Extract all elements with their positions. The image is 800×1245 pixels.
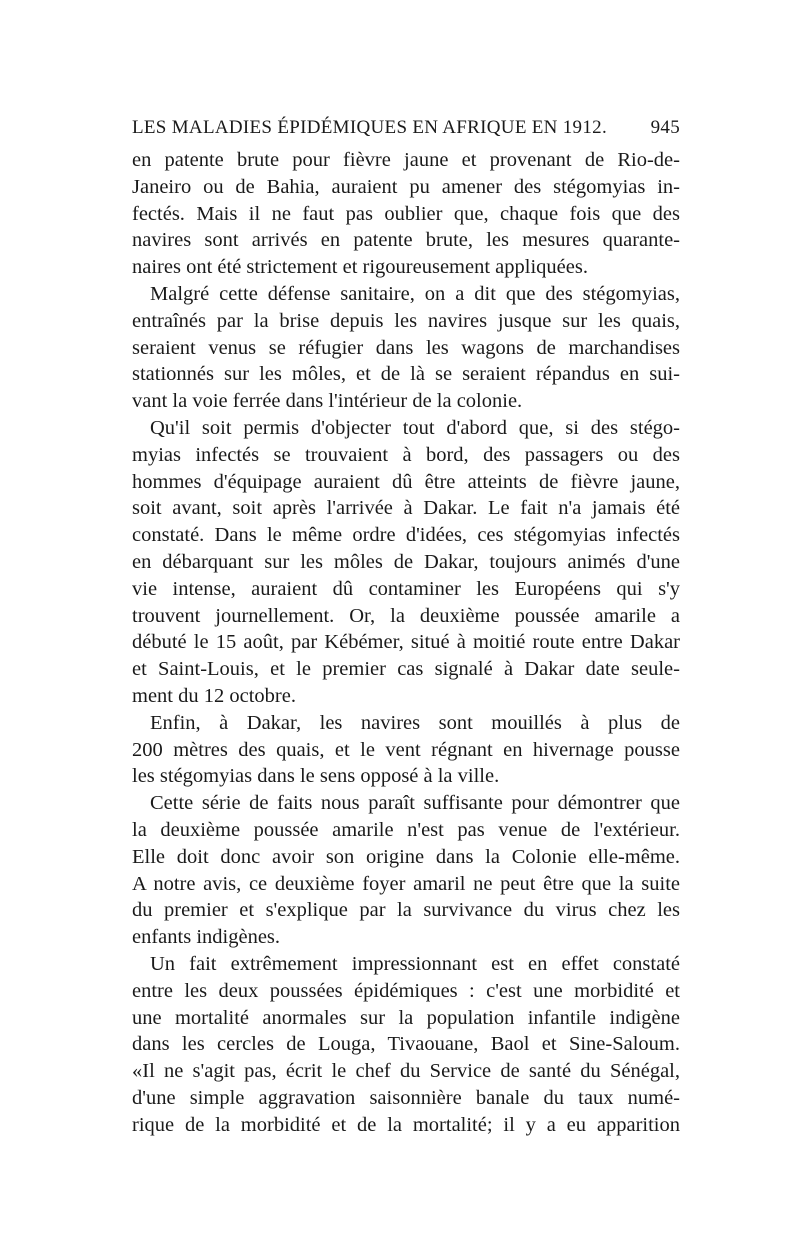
paragraph	[132, 147, 680, 281]
text-line: rique de la morbidité et de la mortalité; il y a eu apparition	[132, 1113, 680, 1136]
text-line: vie intense, auraient dû contaminer les Européens qui s'y	[132, 577, 680, 600]
text-line: fectés. Mais il ne faut pas oublier que, chaque fois que des	[132, 202, 680, 225]
paragraph	[132, 790, 680, 951]
text-line: stationnés sur les môles, et de là se seraient répandus en sui-	[132, 363, 680, 386]
text-line: d'une simple aggravation saisonnière banale du taux numé-	[132, 1086, 680, 1109]
text-line: soit avant, soit après l'arrivée à Dakar. Le fait n'a jamais été	[132, 497, 680, 520]
text-line: enfants indigènes.	[132, 926, 281, 949]
paragraph	[132, 710, 680, 790]
paragraph	[132, 281, 680, 415]
text-line: naires ont été strictement et rigoureusement appliquées.	[132, 256, 588, 279]
text-line: hommes d'équipage auraient dû être atteints de fièvre jaune,	[132, 470, 680, 493]
text-line: entraînés par la brise depuis les navires jusque sur les quais,	[132, 309, 680, 332]
text-line: seraient venus se réfugier dans les wagons de marchandises	[132, 336, 680, 359]
paragraph	[132, 951, 680, 1139]
paragraph	[132, 415, 680, 710]
text-line: Elle doit donc avoir son origine dans la Colonie elle-même.	[132, 845, 680, 868]
text-line: Janeiro ou de Bahia, auraient pu amener des stégomyias in-	[132, 175, 680, 198]
text-line: constaté. Dans le même ordre d'idées, ces stégomyias infectés	[132, 524, 680, 547]
page-number: 945	[650, 117, 680, 138]
text-line: débuté le 15 août, par Kébémer, situé à moitié route entre Dakar	[132, 631, 680, 654]
text-line: dans les cercles de Louga, Tivaouane, Baol et Sine-Saloum.	[132, 1033, 680, 1056]
text-line: la deuxième poussée amarile n'est pas venue de l'extérieur.	[132, 818, 680, 841]
text-line: les stégomyias dans le sens opposé à la ville.	[132, 765, 500, 788]
text-line: Qu'il soit permis d'objecter tout d'abord que, si des stégo-	[150, 416, 680, 439]
text-line: «Il ne s'agit pas, écrit le chef du Service de santé du Sénégal,	[132, 1060, 680, 1083]
text-line: Cette série de faits nous paraît suffisante pour démontrer que	[150, 792, 680, 815]
text-line: trouvent journellement. Or, la deuxième poussée amarile a	[132, 604, 680, 627]
text-line: navires sont arrivés en patente brute, les mesures quarante-	[132, 229, 680, 252]
text-line: myias infectés se trouvaient à bord, des passagers ou des	[132, 443, 680, 466]
text-line: en débarquant sur les môles de Dakar, toujours animés d'une	[132, 550, 680, 573]
text-line: une mortalité anormales sur la population infantile indigène	[132, 1006, 680, 1029]
text-line: ment du 12 octobre.	[132, 684, 296, 707]
book-page	[132, 112, 680, 1138]
text-line: Un fait extrêmement impressionnant est en effet constaté	[150, 952, 680, 975]
text-line: A notre avis, ce deuxième foyer amaril ne peut être que la suite	[132, 872, 680, 895]
text-line: en patente brute pour fièvre jaune et provenant de Rio-de-	[132, 149, 680, 171]
text-line: vant la voie ferrée dans l'intérieur de la colonie.	[132, 390, 523, 413]
text-line: du premier et s'explique par la survivance du virus chez les	[132, 899, 680, 922]
text-line: et Saint-Louis, et le premier cas signalé à Dakar date seule-	[132, 658, 680, 681]
text-line: entre les deux poussées épidémiques : c'est une morbidité et	[132, 979, 680, 1002]
text-line: Malgré cette défense sanitaire, on a dit que des stégomyias,	[150, 282, 680, 305]
running-title: LES MALADIES ÉPIDÉMIQUES EN AFRIQUE EN 1912.	[132, 117, 607, 138]
running-header	[132, 112, 680, 144]
body-text	[132, 147, 680, 1138]
text-line: Enfin, à Dakar, les navires sont mouillés à plus de	[150, 711, 680, 734]
text-line: 200 mètres des quais, et le vent régnant en hivernage pousse	[132, 738, 680, 761]
